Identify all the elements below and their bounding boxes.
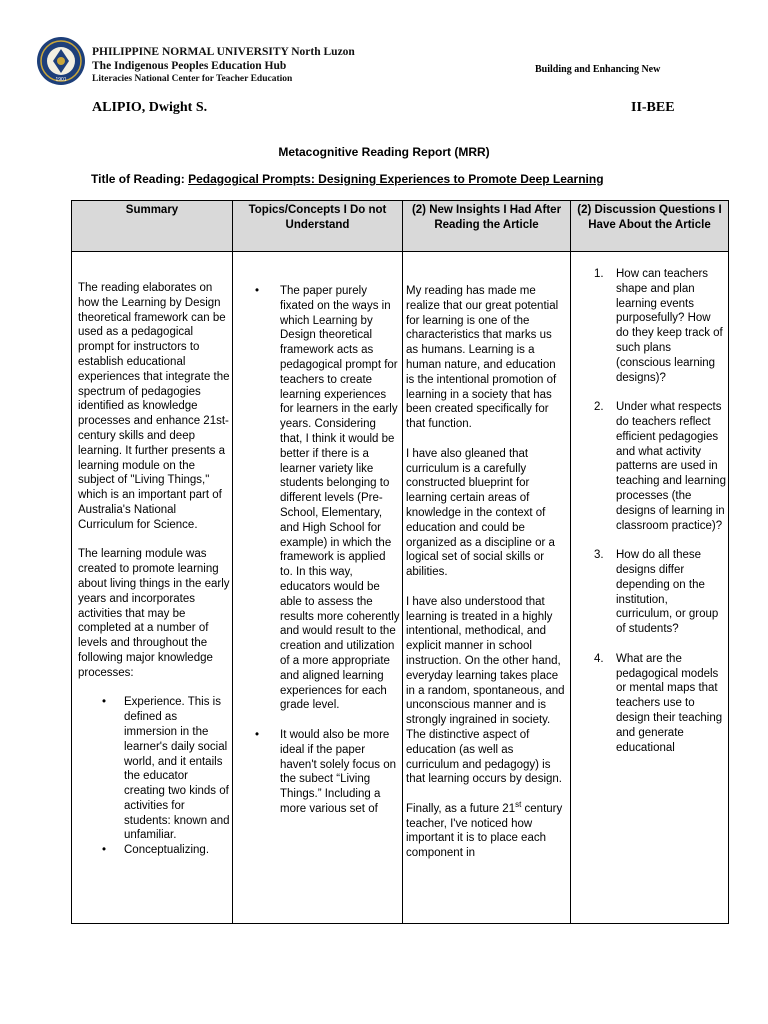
insight-text: Finally, as a future 21 bbox=[406, 802, 516, 815]
header-questions: (2) Discussion Questions I Have About the Article bbox=[577, 204, 722, 231]
question-item bbox=[572, 548, 726, 637]
question-number: 4. bbox=[594, 652, 604, 665]
question-number: 1. bbox=[594, 268, 604, 280]
reading-title-label: Title of Reading: bbox=[91, 172, 189, 186]
question-item bbox=[572, 400, 726, 533]
bullet-icon: • bbox=[102, 696, 107, 709]
insight-paragraph: I have also understood that learning is treated in a highly intentional, methodical, and explicit manner in school instruction. On the other hand, everyday learning takes place in a random, spontaneous, and unconscious manner and is strongly ingrained in society. The distinctive aspect of education (as well as curriculum and pedagogy) is that learning occurs by design. bbox=[406, 595, 565, 786]
question-text: Under what respects do teachers reflect efficient pedagogies and what activity patterns are used in teaching and learning processes (the designs of learning in classroom practice)? bbox=[616, 401, 726, 532]
header-topics: Topics/Concepts I Do not Understand bbox=[248, 204, 387, 231]
question-item bbox=[572, 652, 726, 756]
question-text: What are the pedagogical models or mental maps that teachers use to design their teaching and generate educational bbox=[616, 652, 723, 754]
topics-cell bbox=[234, 251, 400, 923]
summary-bullet bbox=[78, 695, 230, 843]
university-name: PHILIPPINE NORMAL UNIVERSITY North Luzon bbox=[92, 46, 355, 58]
table-header-row bbox=[72, 201, 728, 252]
question-number: 3. bbox=[594, 549, 604, 562]
column-divider bbox=[232, 201, 233, 924]
question-text: How can teachers shape and plan learning events purposefully? How do they keep track of such plans (conscious learning designs)? bbox=[616, 268, 723, 384]
summary-bullet-text: Conceptualizing. bbox=[124, 844, 210, 857]
question-text: How do all these designs differ depending on the institution, curriculum, or group of students? bbox=[616, 549, 719, 636]
bullet-icon: • bbox=[102, 844, 107, 857]
reading-title-text: Pedagogical Prompts: Designing Experiences to Promote Deep Learning bbox=[188, 172, 604, 186]
summary-paragraph: The learning module was created to promote learning about living things in the early years and incorporates activities that may be completed at a number of levels and throughout the following major knowledge processes: bbox=[78, 548, 230, 679]
insights-cell bbox=[406, 251, 566, 923]
reading-title bbox=[91, 172, 604, 186]
report-table bbox=[71, 200, 729, 924]
column-divider bbox=[402, 201, 403, 924]
tagline: Building and Enhancing New bbox=[535, 64, 661, 75]
questions-cell bbox=[572, 251, 726, 923]
insight-paragraph: I have also gleaned that curriculum is a carefully constructed blueprint for learning certain areas of knowledge in the context of education and could be organized as a discipline or a logical set of social skills or abilities. bbox=[406, 447, 555, 579]
topics-bullet-text: The paper purely fixated on the ways in which Learning by Design theoretical framework acts as pedagogical prompt for teachers to create learning experiences for learners in the early years. Considering that, I think it would be better if there is a learner variety like students belonging to different levels (Pre-School, Elementary, and High School for example) in which the framework is applied to. In this way, educators would be able to assess the results more coherently and would result to the creation and utilization of a more appropriate and aligned learning experiences for each grade level. bbox=[280, 285, 400, 712]
header-summary: Summary bbox=[125, 204, 179, 216]
university-header bbox=[92, 45, 355, 85]
bullet-icon: • bbox=[255, 728, 260, 741]
question-number: 2. bbox=[594, 401, 604, 414]
insight-superscript: st bbox=[515, 800, 522, 810]
section-code: II-BEE bbox=[631, 100, 675, 115]
question-item bbox=[572, 267, 726, 385]
seal-year: 1901 bbox=[55, 77, 67, 83]
summary-paragraph: The reading elaborates on how the Learning by Design theoretical framework can be used as a pedagogical prompt for instructors to establish educational experiences that integrate the spectrum of pedagogies identified as knowledge processes and enhance 21st-century skills and deep learning. It further presents a learning module on the subject of "Living Things," which is an important part of Australia's National Curriculum for Science. bbox=[78, 282, 230, 531]
topics-bullet bbox=[234, 728, 400, 817]
bullet-icon: • bbox=[255, 285, 260, 297]
summary-bullet bbox=[78, 843, 230, 858]
insight-text: century teacher, I've noticed how important it is to place each component in bbox=[406, 802, 563, 860]
summary-bullet-text: Experience. This is defined as immersion in the learner's daily social world, and it entails the educator creating two kinds of activities for students: known and unfamiliar. bbox=[124, 696, 230, 842]
hub-name: The Indigenous Peoples Education Hub bbox=[92, 60, 287, 72]
report-title: Metacognitive Reading Report (MRR) bbox=[278, 145, 490, 159]
header-insights: (2) New Insights I Had After Reading the Article bbox=[411, 204, 562, 231]
insight-paragraph bbox=[406, 802, 566, 861]
summary-cell bbox=[78, 251, 230, 923]
topics-bullet-text: It would also be more ideal if the paper haven't solely focus on the subect “Living Things.” Including a more various set of bbox=[280, 728, 396, 815]
insight-paragraph: My reading has made me realize that our great potential for learning is one of the characteristics that marks us as humans. Learning is a human nature, and education is the intentional promotion of learning in a society that has been created specifically for that function. bbox=[406, 285, 559, 431]
center-name: Literacies National Center for Teacher Education bbox=[92, 74, 293, 84]
student-name: ALIPIO, Dwight S. bbox=[92, 100, 208, 115]
university-seal-icon bbox=[36, 36, 86, 86]
topics-bullet bbox=[234, 284, 400, 713]
column-divider bbox=[570, 201, 571, 924]
